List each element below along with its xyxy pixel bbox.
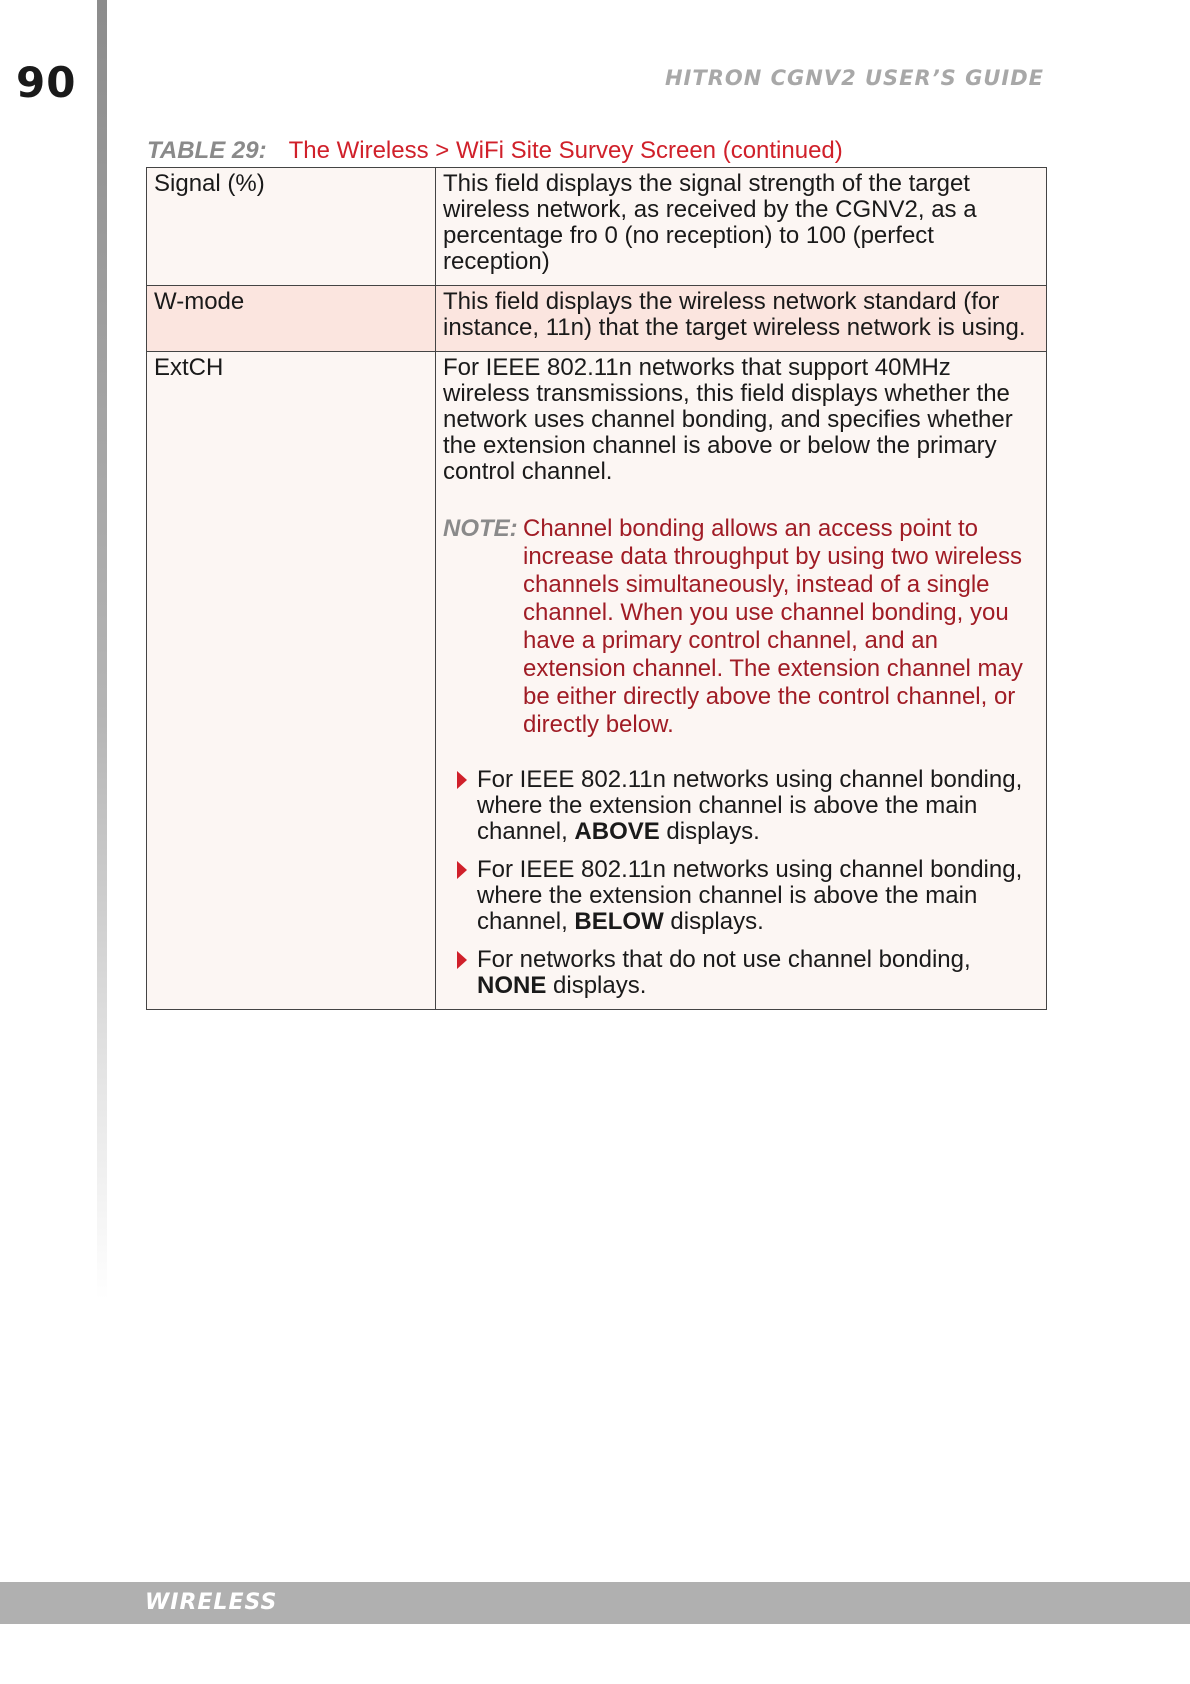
table-caption <box>147 137 843 165</box>
field-name-cell: W-mode <box>147 286 436 352</box>
table-row <box>147 168 1047 286</box>
list-item-value: ABOVE <box>574 818 660 845</box>
table-caption-label: TABLE 29: <box>147 137 267 164</box>
note-text: Channel bonding allows an access point to increase data throughput by using two wireless channels simultaneously, instead of a single channel. When you use channel bonding, you have a primary control channel, and an extension channel. The extension channel may be either directly above the control channel, or directly below. <box>523 515 1023 738</box>
field-description-cell: This field displays the wireless network standard (for instance, 11n) that the target wireless network is using. <box>436 286 1047 352</box>
list-item-text <box>477 767 1039 845</box>
triangle-bullet-icon <box>457 951 467 969</box>
note-block <box>443 515 1039 739</box>
list-item-value: NONE <box>477 972 547 999</box>
page-number: 90 <box>16 58 77 107</box>
field-description-cell <box>436 352 1047 1010</box>
list-item <box>457 857 1039 935</box>
list-item-text-before: For networks that do not use channel bonding, <box>477 946 971 973</box>
bullet-list <box>443 767 1039 999</box>
list-item-text-before: For IEEE 802.11n networks using channel bonding, where the extension channel is above the main channel, <box>477 766 1023 845</box>
list-item-text-after: displays. <box>546 972 647 999</box>
list-item <box>457 947 1039 999</box>
table-caption-title: The Wireless > WiFi Site Survey Screen (continued) <box>288 137 843 164</box>
triangle-bullet-icon <box>457 771 467 789</box>
list-item-text <box>477 947 1039 999</box>
description-paragraph: For IEEE 802.11n networks that support 40MHz wireless transmissions, this field displays whether the network uses channel bonding, and specifies whether the extension channel is above or below the primary control channel. <box>443 354 1013 485</box>
list-item-text-after: displays. <box>659 818 760 845</box>
running-header: HITRON CGNV2 USER’S GUIDE <box>664 66 1044 90</box>
list-item-value: BELOW <box>574 908 664 935</box>
list-item-text-before: For IEEE 802.11n networks using channel bonding, where the extension channel is above the main channel, <box>477 856 1023 935</box>
field-name-cell: Signal (%) <box>147 168 436 286</box>
triangle-bullet-icon <box>457 861 467 879</box>
footer-band <box>0 1582 1190 1624</box>
note-label: NOTE: <box>443 515 518 542</box>
field-name-cell: ExtCH <box>147 352 436 1010</box>
field-description-table <box>146 167 1047 1010</box>
table-row <box>147 286 1047 352</box>
table-row <box>147 352 1047 1010</box>
footer-section-label: WIRELESS <box>145 1590 278 1615</box>
list-item-text <box>477 857 1039 935</box>
list-item-text-after: displays. <box>663 908 764 935</box>
field-description-cell: This field displays the signal strength of the target wireless network, as received by the CGNV2, as a percentage fro 0 (no reception) to 100 (perfect reception) <box>436 168 1047 286</box>
side-accent-bar <box>97 0 107 1300</box>
list-item <box>457 767 1039 845</box>
